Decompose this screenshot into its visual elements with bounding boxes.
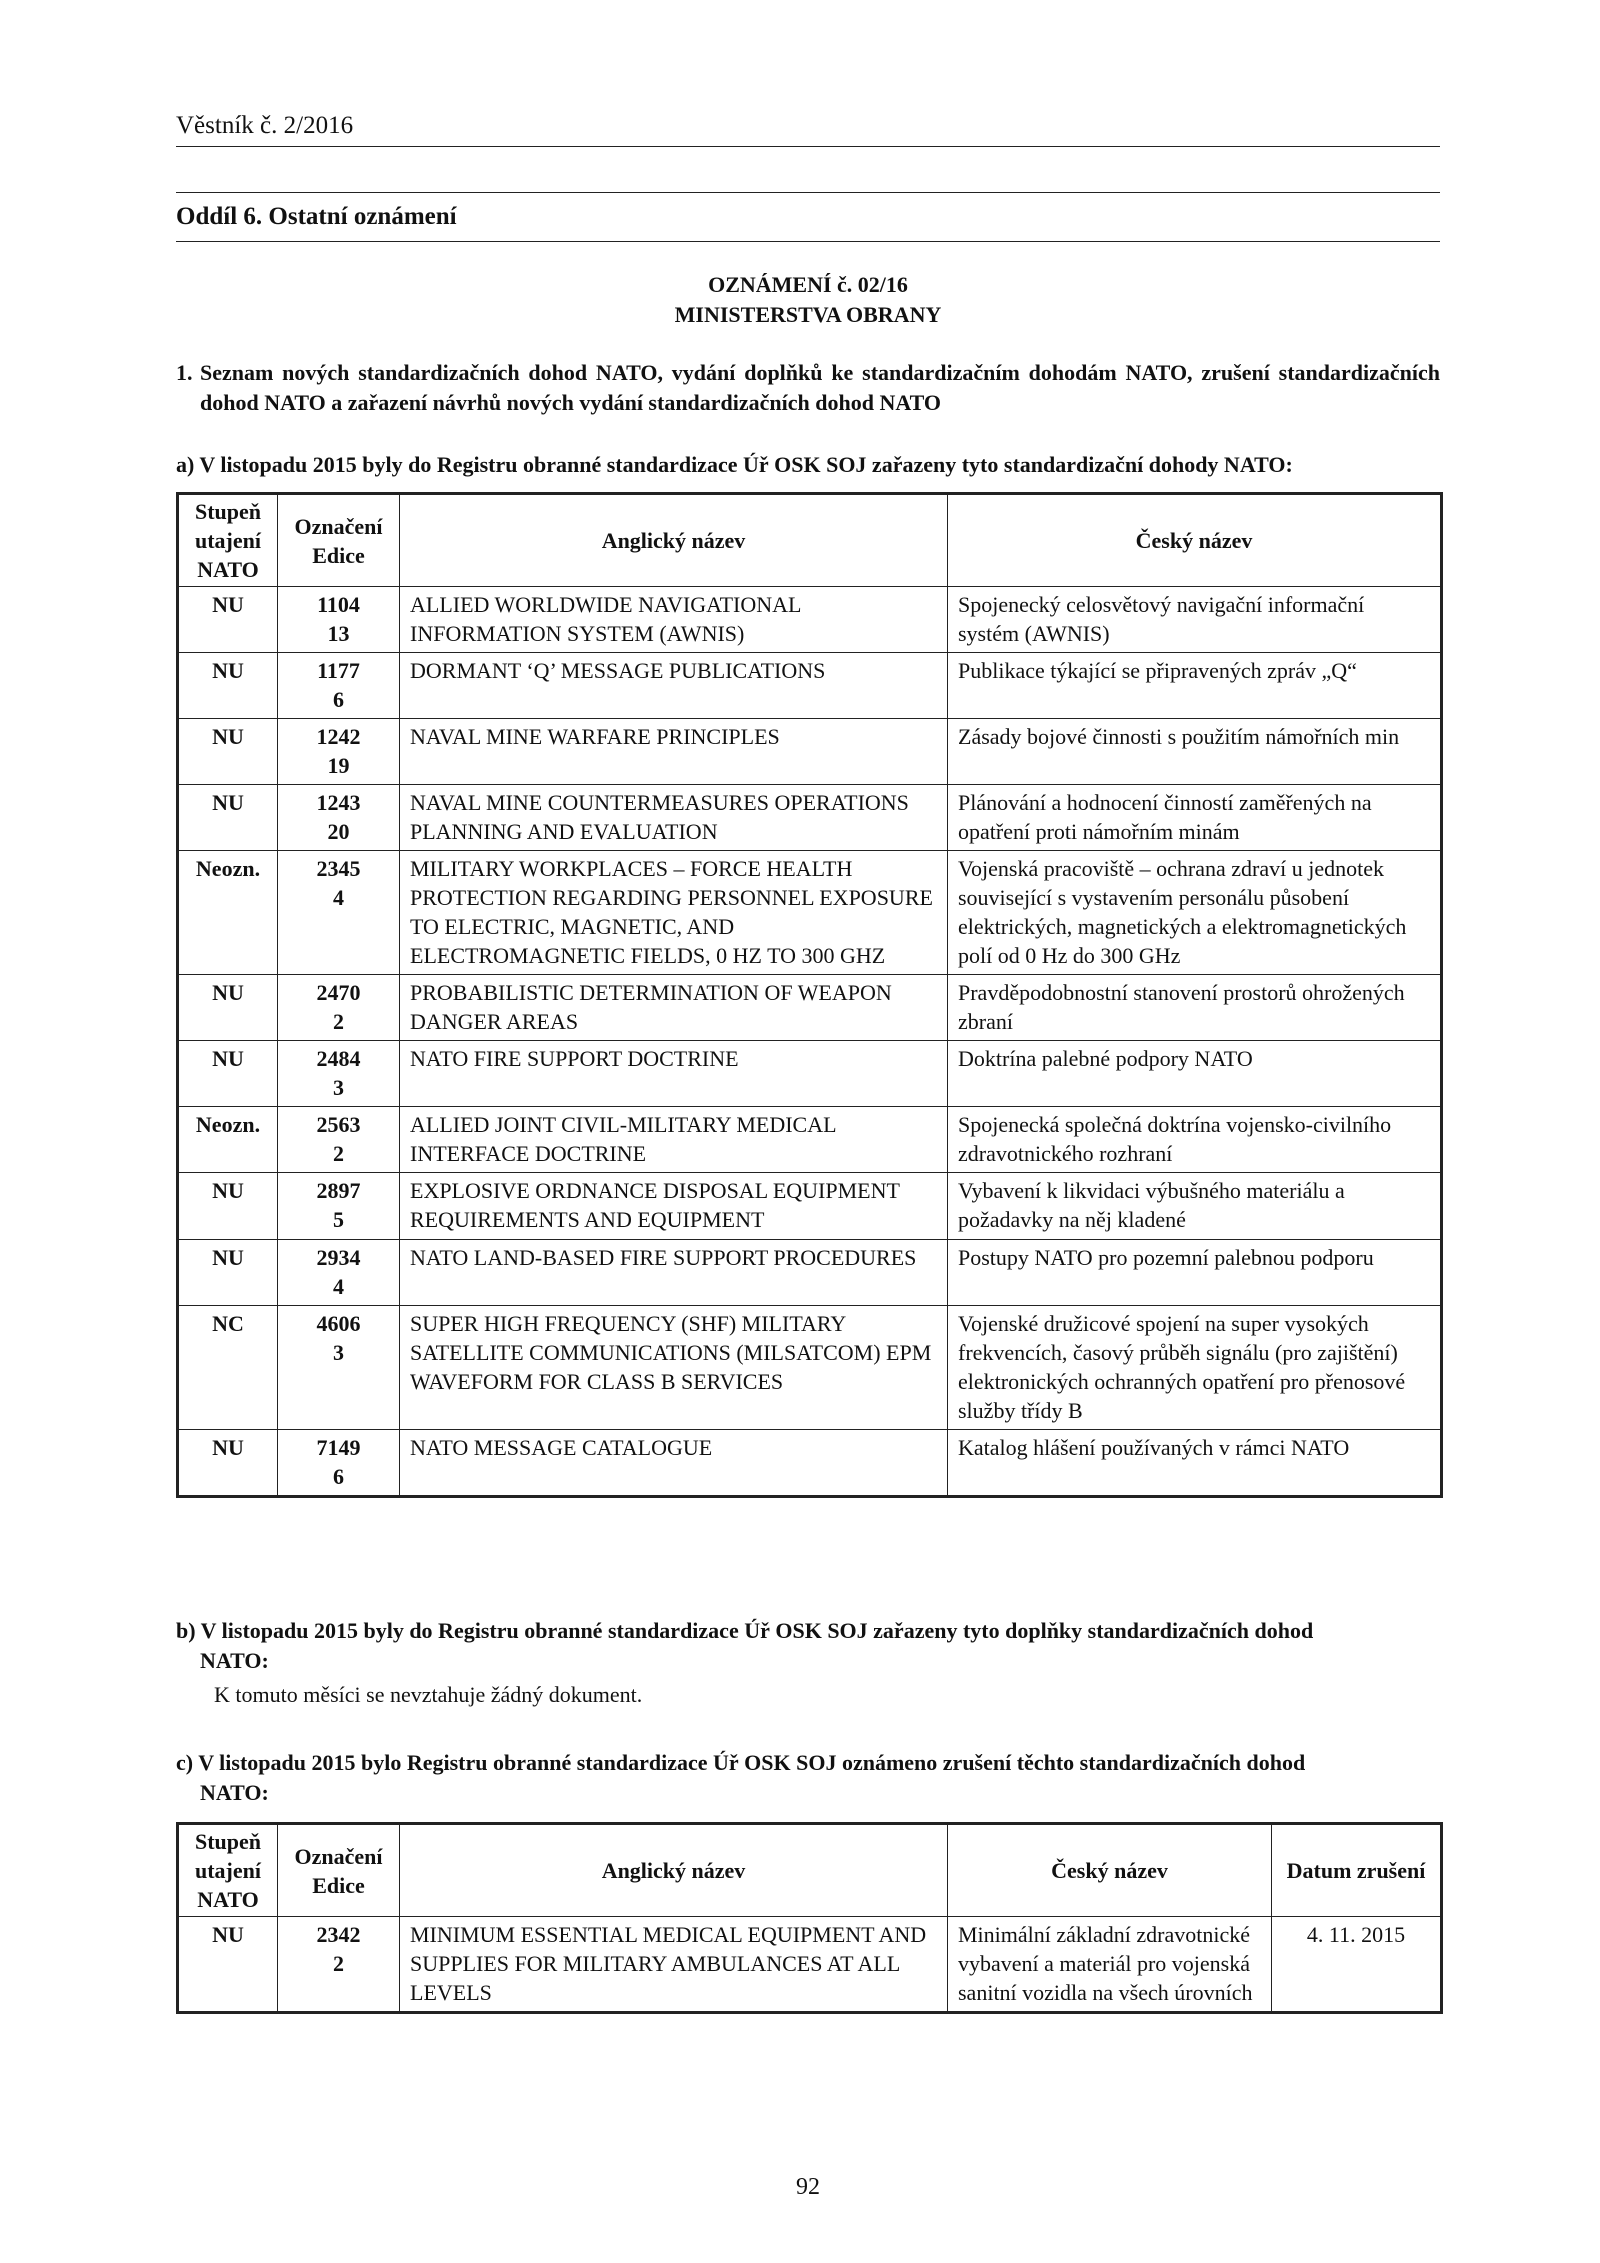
czech-title-cell: Zásady bojové činnosti s použitím námořních min — [948, 719, 1442, 785]
header-czech: Český název — [948, 1824, 1272, 1917]
czech-title-cell: Vojenská pracoviště – ochrana zdraví u jednotek související s vystavením personálu působení elektrických, magnetických a elektromagnetických polí od 0 Hz do 300 GHz — [948, 851, 1442, 975]
table-row — [178, 975, 1442, 1041]
subsection-a-heading: a) V listopadu 2015 byly do Registru obranné standardizace Úř OSK SOJ zařazeny tyto standardizační dohody NATO: — [176, 452, 1293, 477]
code-cell — [278, 1240, 400, 1306]
table-header-row — [178, 1824, 1442, 1917]
edition-number: 2 — [333, 1951, 344, 1976]
classification-cell: NU — [178, 719, 278, 785]
czech-title-cell: Spojenecká společná doktrína vojensko-civilního zdravotnického rozhraní — [948, 1107, 1442, 1173]
english-title-cell: NAVAL MINE WARFARE PRINCIPLES — [400, 719, 948, 785]
czech-title-cell: Postupy NATO pro pozemní palebnou podporu — [948, 1240, 1442, 1306]
table-header-row — [178, 494, 1442, 587]
edition-number: 3 — [333, 1075, 344, 1100]
standard-number: 1243 — [316, 790, 361, 815]
classification-cell: NU — [178, 1240, 278, 1306]
classification-cell: NU — [178, 587, 278, 653]
subsection-b-line-1: b) V listopadu 2015 byly do Registru obranné standardizace Úř OSK SOJ zařazeny tyto doplňky standardizačních dohod — [176, 1618, 1314, 1643]
classification-cell: NU — [178, 1430, 278, 1497]
standard-number: 2563 — [316, 1112, 361, 1137]
code-cell — [278, 1430, 400, 1497]
announcement-line-2: MINISTERSTVA OBRANY — [674, 302, 942, 327]
code-cell — [278, 1306, 400, 1430]
table-row — [178, 851, 1442, 975]
standard-number: 2342 — [316, 1922, 361, 1947]
edition-number: 20 — [327, 819, 350, 844]
edition-number: 2 — [333, 1009, 344, 1034]
table-new-standards — [176, 492, 1443, 1498]
english-title-cell: ALLIED JOINT CIVIL-MILITARY MEDICAL INTERFACE DOCTRINE — [400, 1107, 948, 1173]
header-czech: Český název — [948, 494, 1442, 587]
english-title-cell: DORMANT ‘Q’ MESSAGE PUBLICATIONS — [400, 653, 948, 719]
standard-number: 1177 — [317, 658, 360, 683]
table-row — [178, 1240, 1442, 1306]
point-1-text: Seznam nových standardizačních dohod NATO, vydání doplňků ke standardizačním dohodám NATO, zrušení standardizačních dohod NATO a zařazení návrhů nových vydání standardizačních dohod NATO — [200, 360, 1440, 415]
header-english: Anglický název — [400, 1824, 948, 1917]
edition-number: 6 — [333, 687, 344, 712]
code-cell — [278, 1041, 400, 1107]
table-row — [178, 1173, 1442, 1240]
english-title-cell: NAVAL MINE COUNTERMEASURES OPERATIONS PLANNING AND EVALUATION — [400, 785, 948, 851]
english-title-cell: PROBABILISTIC DETERMINATION OF WEAPON DANGER AREAS — [400, 975, 948, 1041]
czech-title-cell: Vybavení k likvidaci výbušného materiálu a požadavky na něj kladené — [948, 1173, 1442, 1240]
czech-title-cell: Katalog hlášení používaných v rámci NATO — [948, 1430, 1442, 1497]
classification-cell: NU — [178, 653, 278, 719]
classification-cell: NU — [178, 1173, 278, 1240]
code-cell — [278, 851, 400, 975]
table-cancelled-standards — [176, 1822, 1443, 2014]
standard-number: 1242 — [316, 724, 361, 749]
standard-number: 2470 — [316, 980, 361, 1005]
standard-number: 7149 — [316, 1435, 361, 1460]
table-row — [178, 719, 1442, 785]
announcement-line-1: OZNÁMENÍ č. 02/16 — [708, 272, 908, 297]
code-cell — [278, 1917, 400, 2013]
english-title-cell: MILITARY WORKPLACES – FORCE HEALTH PROTECTION REGARDING PERSONNEL EXPOSURE TO ELECTRIC, MAGNETIC, AND ELECTROMAGNETIC FIELDS, 0 HZ TO 300 GHZ — [400, 851, 948, 975]
subsection-b-line-2: NATO: — [200, 1648, 269, 1673]
table-row — [178, 1107, 1442, 1173]
standard-number: 2484 — [316, 1046, 361, 1071]
english-title-cell: NATO MESSAGE CATALOGUE — [400, 1430, 948, 1497]
standard-number: 2897 — [316, 1178, 361, 1203]
czech-title-cell: Plánování a hodnocení činností zaměřených na opatření proti námořním minám — [948, 785, 1442, 851]
table-row — [178, 785, 1442, 851]
classification-cell: Neozn. — [178, 851, 278, 975]
code-cell — [278, 785, 400, 851]
english-title-cell: SUPER HIGH FREQUENCY (SHF) MILITARY SATELLITE COMMUNICATIONS (MILSATCOM) EPM WAVEFORM FOR CLASS B SERVICES — [400, 1306, 948, 1430]
standard-number: 1104 — [317, 592, 360, 617]
edition-number: 3 — [333, 1340, 344, 1365]
czech-title-cell: Vojenské družicové spojení na super vysokých frekvencích, časový průběh signálu (pro zajištění) elektronických ochranných opatření pro přenosové služby třídy B — [948, 1306, 1442, 1430]
header-level: Stupeň utajení NATO — [178, 494, 278, 587]
table-row — [178, 1917, 1442, 2013]
edition-number: 2 — [333, 1141, 344, 1166]
standard-number: 2934 — [316, 1245, 361, 1270]
standard-number: 4606 — [316, 1311, 361, 1336]
czech-title-cell: Publikace týkající se připravených zpráv „Q“ — [948, 653, 1442, 719]
classification-cell: NU — [178, 1041, 278, 1107]
subsection-c-line-2: NATO: — [200, 1780, 269, 1805]
code-cell — [278, 587, 400, 653]
english-title-cell: ALLIED WORLDWIDE NAVIGATIONAL INFORMATION SYSTEM (AWNIS) — [400, 587, 948, 653]
page-number: 92 — [796, 2174, 820, 2200]
classification-cell: Neozn. — [178, 1107, 278, 1173]
english-title-cell: NATO LAND-BASED FIRE SUPPORT PROCEDURES — [400, 1240, 948, 1306]
subsection-b-note: K tomuto měsíci se nevztahuje žádný dokument. — [214, 1682, 643, 1707]
point-1-number: 1. — [176, 360, 193, 385]
table-row — [178, 1430, 1442, 1497]
header-english: Anglický název — [400, 494, 948, 587]
table-row — [178, 653, 1442, 719]
czech-title-cell: Spojenecký celosvětový navigační informační systém (AWNIS) — [948, 587, 1442, 653]
header-code: Označení Edice — [278, 494, 400, 587]
code-cell — [278, 719, 400, 785]
edition-number: 6 — [333, 1464, 344, 1489]
edition-number: 4 — [333, 1274, 344, 1299]
czech-title-cell: Doktrína palebné podpory NATO — [948, 1041, 1442, 1107]
classification-cell: NU — [178, 1917, 278, 2013]
table-row — [178, 1306, 1442, 1430]
edition-number: 13 — [327, 621, 350, 646]
edition-number: 5 — [333, 1207, 344, 1232]
cancel-date-cell: 4. 11. 2015 — [1272, 1917, 1442, 2013]
classification-cell: NC — [178, 1306, 278, 1430]
subsection-c-line-1: c) V listopadu 2015 bylo Registru obranné standardizace Úř OSK SOJ oznámeno zrušení těchto standardizačních dohod — [176, 1750, 1306, 1775]
english-title-cell: EXPLOSIVE ORDNANCE DISPOSAL EQUIPMENT REQUIREMENTS AND EQUIPMENT — [400, 1173, 948, 1240]
section-title: Oddíl 6. Ostatní oznámení — [176, 192, 1440, 242]
journal-header: Věstník č. 2/2016 — [176, 112, 1440, 147]
point-1 — [176, 358, 1440, 418]
code-cell — [278, 1173, 400, 1240]
announcement-title — [176, 270, 1440, 330]
english-title-cell: MINIMUM ESSENTIAL MEDICAL EQUIPMENT AND SUPPLIES FOR MILITARY AMBULANCES AT ALL LEVELS — [400, 1917, 948, 2013]
table-row — [178, 587, 1442, 653]
table-row — [178, 1041, 1442, 1107]
czech-title-cell: Minimální základní zdravotnické vybavení a materiál pro vojenská sanitní vozidla na všech úrovních — [948, 1917, 1272, 2013]
code-cell — [278, 653, 400, 719]
code-cell — [278, 1107, 400, 1173]
english-title-cell: NATO FIRE SUPPORT DOCTRINE — [400, 1041, 948, 1107]
subsection-c-heading — [176, 1748, 1440, 1808]
edition-number: 4 — [333, 885, 344, 910]
header-level: Stupeň utajení NATO — [178, 1824, 278, 1917]
czech-title-cell: Pravděpodobnostní stanovení prostorů ohrožených zbraní — [948, 975, 1442, 1041]
classification-cell: NU — [178, 975, 278, 1041]
subsection-b-heading — [176, 1616, 1440, 1676]
header-code: Označení Edice — [278, 1824, 400, 1917]
classification-cell: NU — [178, 785, 278, 851]
standard-number: 2345 — [316, 856, 361, 881]
edition-number: 19 — [327, 753, 350, 778]
code-cell — [278, 975, 400, 1041]
header-cancel-date: Datum zrušení — [1272, 1824, 1442, 1917]
